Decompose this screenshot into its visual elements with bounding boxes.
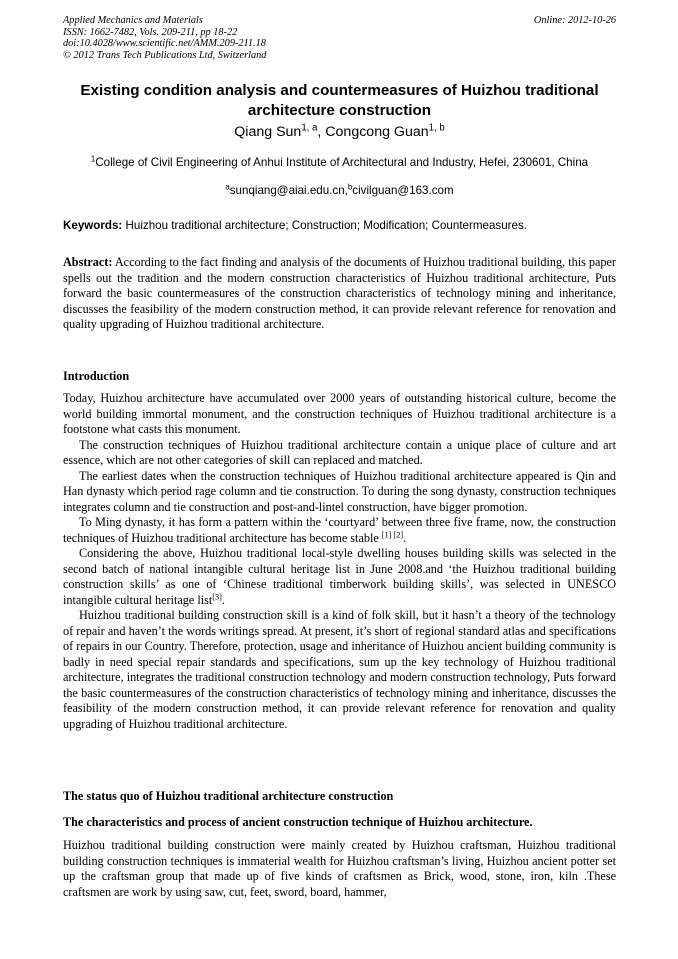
online-date: Online: 2012-10-26 [533, 15, 616, 26]
author-name: Congcong Guan [325, 124, 429, 140]
paragraph-text: Considering the above, Huizhou traditional local-style dwelling houses building skills was selected in the second batch of national intangible cultural heritage list in June 2008.and ‘the Huizhou traditional building construction skills’ as one of ‘Chinese traditional timberwork building skills’, was selected in UNESCO intangible cultural heritage list [63, 546, 616, 607]
author-emails [63, 184, 616, 198]
abstract [63, 255, 616, 333]
author-name: Qiang Sun [234, 124, 302, 140]
email-link[interactable]: civilguan@163.com [352, 184, 454, 197]
paragraph: Huizhou traditional building construction skill is a kind of folk skill, but it hasn’t a theory of the technology of repair and haven’t the words writings spread. At present, it’s short of regional standard atlas and specifications of repairs in our Country. Therefore, protection, usage and inheritance of Huizhou ancient building community is badly in need special repair standards and specifications, sum up the key technology of Huizhou traditional architecture, integrates the traditional construction technology and modern construction technology, Puts forward the basic countermeasures of the construction characteristics of technology mining and inheritance, discusses the feasibility of the modern construction method, it can provide relevant reference for renovation and quality upgrading of Huizhou traditional architecture. [63, 608, 616, 731]
section-heading-introduction: Introduction [63, 369, 130, 383]
keywords [63, 219, 616, 233]
keywords-text: Huizhou traditional architecture; Construction; Modification; Countermeasures. [122, 219, 527, 232]
journal-header [63, 15, 616, 61]
characteristics-body [63, 838, 616, 900]
paragraph: The construction techniques of Huizhou traditional architecture contain a unique place of culture and art essence, which are not other categories of skill can replaced and matched. [63, 437, 616, 467]
section-heading-status: The status quo of Huizhou traditional architecture construction [63, 789, 394, 803]
paragraph [63, 546, 616, 608]
journal-doi: doi:10.4028/www.scientific.net/AMM.209-211.18 [63, 38, 266, 50]
author-affiliation-marker: 1, a [301, 122, 318, 134]
paragraph [63, 515, 616, 546]
journal-issn: ISSN: 1662-7482, Vols. 209-211, pp 18-22 [63, 26, 238, 38]
paragraph: Huizhou traditional building construction were mainly created by Huizhou craftsman, Huizhou traditional building construction techniques is immaterial wealth for Huizhou craftsman’s living, Huizhou ancient potter set up the craftsman group that made up of five kinds of craftsmen as Brick, wood, stone, iron, kiln .These craftsmen are work by using saw, cut, feet, sword, board, hammer, [63, 838, 616, 899]
abstract-text: According to the fact finding and analysis of the documents of Huizhou traditional building, this paper spells out the tradition and the modern construction characteristics of Huizhou traditional architecture, Puts forward the basic countermeasures of the construction characteristics of technology mining and inheritance, discusses the feasibility of the modern construction method, it can provide relevant reference for renovation and quality upgrading of Huizhou traditional architecture. [63, 255, 616, 331]
author-separator: , [317, 124, 326, 140]
email-link[interactable]: sunqiang@aiai.edu.cn, [229, 184, 348, 197]
journal-copyright: © 2012 Trans Tech Publications Ltd, Switzerland [63, 49, 267, 61]
citation-ref[interactable]: [1] [2] [381, 529, 404, 539]
email-marker: b [347, 182, 353, 192]
affiliation-marker: 1 [90, 154, 96, 164]
keywords-label: Keywords: [63, 219, 123, 232]
author-affiliation-marker: 1, b [428, 122, 445, 134]
affiliation-text: College of Civil Engineering of Anhui Institute of Architectural and Industry, Hefei, 230601, China [95, 156, 589, 169]
paper-title: Existing condition analysis and countermeasures of Huizhou traditional architecture construction [80, 82, 599, 119]
affiliation [63, 156, 616, 170]
paragraph-text: . [403, 530, 407, 545]
citation-ref[interactable]: [3] [212, 591, 222, 601]
paragraph: The earliest dates when the construction techniques of Huizhou traditional architecture appeared is Qin and Han dynasty which period rage column and tie construction. To during the song dynasty, construction techniques integrates column and tie construction and post-and-lintel construction, have bigger promotion. [63, 468, 616, 514]
subsection-heading-characteristics: The characteristics and process of ancient construction technique of Huizhou architecture. [63, 815, 533, 829]
abstract-label: Abstract: [63, 255, 113, 269]
author-list [63, 123, 616, 141]
paragraph-text: . [221, 592, 225, 607]
introduction-body [63, 391, 616, 732]
email-marker: a [225, 182, 230, 192]
paragraph-text: To Ming dynasty, it has form a pattern within the ‘courtyard’ between three five frame, now, the construction techniques of Huizhou traditional architecture has become stable [63, 515, 616, 545]
journal-name: Applied Mechanics and Materials [63, 15, 203, 26]
paragraph: Today, Huizhou architecture have accumulated over 2000 years of outstanding historical culture, become the world building immortal monument, and the construction techniques of Huizhou traditional architecture is a footstone what casts this monument. [63, 391, 616, 436]
